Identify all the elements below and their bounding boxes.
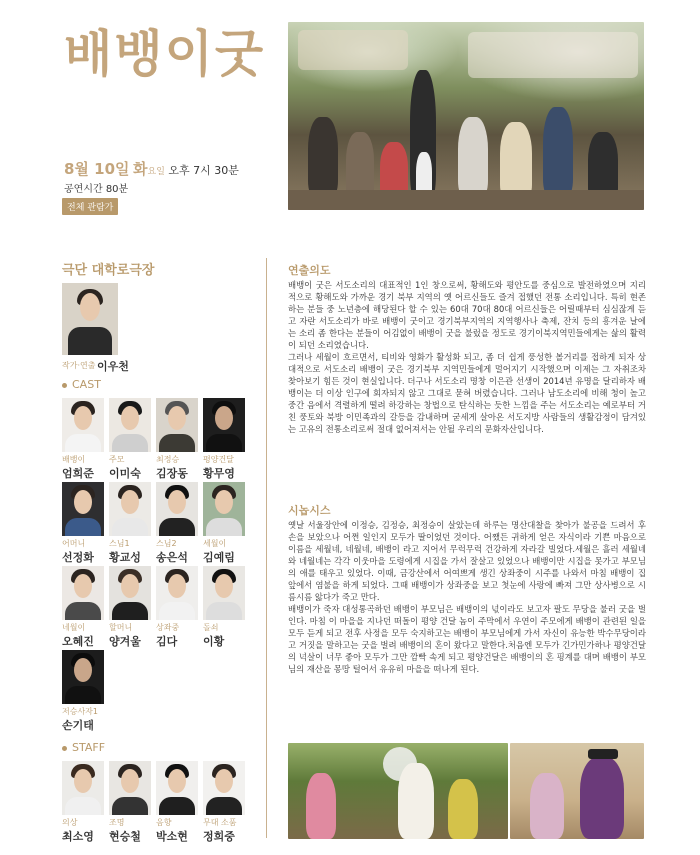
staff-name: 현승철 xyxy=(109,830,141,843)
cast-role: 돌쇠 xyxy=(203,623,219,632)
cast-photo xyxy=(203,566,245,620)
staff-role: 조명 xyxy=(109,818,125,827)
staff-photo xyxy=(62,761,104,815)
performance-photo xyxy=(510,743,644,839)
director-name: 이우천 xyxy=(97,360,129,373)
cast-photo xyxy=(109,482,151,536)
synopsis-heading: 시놉시스 xyxy=(288,504,331,517)
cast-role: 주모 xyxy=(109,455,125,464)
synopsis-body xyxy=(288,519,646,675)
cast-photo xyxy=(156,566,198,620)
director-photo xyxy=(62,283,118,355)
cast-role: 어머니 xyxy=(62,539,86,548)
synopsis-paragraph: 옛날 서울장안에 이정승, 김정승, 최정승이 살았는데 하루는 명산대찰을 찾아가 불공을 드려서 후손을 보았으나 어쩐 일인지 모두가 딸이었던 것이다. 어쨌든 귀하게 얻은 자식이라 기쁜 마음으로 이름을 세월네, 네월네, 배뱅이 라고 지어서 무럭무럭 건강하게 자라갈 빌었다.세월은 흘러 세월네와 네월네는 각각 이웃마을 도령에게 시집을 가서 잘살고 있었으나 배뱅이만 시집을 못가고 부모님의 애를 태우고 있었다. 이때, 금강산에서 어여쁘게 생긴 상좌중이 시주를 나와서 마침 배뱅이 집 앞에서 염불을 하게 되었다. 그때 배뱅이가 상좌중을 보고 첫눈에 사랑에 빠져 그만 상사병으로 시름시름 앓다가 죽고 만다. xyxy=(288,520,646,602)
cast-header: CAST xyxy=(62,378,101,391)
performance-weekday: 화 xyxy=(133,160,148,178)
cast-name: 이황 xyxy=(203,635,225,648)
cast-photo xyxy=(156,482,198,536)
cast-role: 최정승 xyxy=(156,455,180,464)
cast-role: 네월이 xyxy=(62,623,86,632)
column-divider xyxy=(266,258,267,838)
cast-name: 황교성 xyxy=(109,551,141,564)
staff-header: STAFF xyxy=(62,741,105,754)
cast-name: 김장동 xyxy=(156,467,188,480)
staff-photo xyxy=(156,761,198,815)
page-title: 배뱅이굿 xyxy=(64,25,266,83)
performance-photo xyxy=(288,743,508,839)
staff-photo xyxy=(203,761,245,815)
staff-role: 의상 xyxy=(62,818,78,827)
intent-paragraph: 배뱅이 굿은 서도소리의 대표적인 1인 창으로써, 황해도와 평안도를 중심으로 발전하였으며 지리적으로 황해도와 가까운 경기 북부 지역의 옛 어르신들도 즐겨 접했던 전통 소리입니다. 특히 현존하는 분들 중 노년층에 해당된다 할 수 있는 60대 70대 80대 어르신들은 어릴때부터 심심잖게 듣고 자란 서도소리가 바로 배뱅이 굿이고 경기북부지역의 지역행사나 축제, 잔치 등의 흥겨운 날에는 소리 좀 한다는 분들이 어김없이 배뱅이 굿을 불렀을 정도로 경기이북지역민들에게는 삶의 활력이 되던 소리였습니다. xyxy=(288,280,646,350)
cast-photo xyxy=(109,398,151,452)
company-name: 극단 대학로극장 xyxy=(62,263,155,278)
cast-photo xyxy=(62,398,104,452)
cast-role: 세월이 xyxy=(203,539,227,548)
performance-runtime: 공연시간 80분 xyxy=(64,184,129,195)
cast-name: 손기태 xyxy=(62,719,94,732)
cast-name: 김예림 xyxy=(203,551,235,564)
cast-role: 스님1 xyxy=(109,539,130,548)
staff-role: 음향 xyxy=(156,818,172,827)
cast-photo xyxy=(62,650,104,704)
weekday-suffix: 요일 xyxy=(147,167,165,177)
cast-name: 김다 xyxy=(156,635,178,648)
cast-photo xyxy=(62,482,104,536)
staff-name: 정희중 xyxy=(203,830,235,843)
cast-name: 엄희준 xyxy=(62,467,94,480)
cast-role: 스님2 xyxy=(156,539,177,548)
synopsis-paragraph: 배뱅이가 죽자 대성통곡하던 배뱅이 부모님은 배뱅이의 넋이라도 보고자 팔도 무당을 불러 굿을 벌인다. 마침 이 마을을 지나던 떠돌이 평양 건달 놈이 주막에서 우연이 주모에게 배뱅이 관련된 일을 모두 듣게 되고 전후 사정을 모두 숙지하고는 배뱅이 부모님에게 가서 자신이 유능한 박수무당이라고 거짓을 말하고는 굿을 벌려 배뱅이의 혼이 왔다고 말한다.처음엔 모두가 긴가민가하나 평양건달의 넉살이 너무 좋아 모두가 그만 깜빡 속게 되고 평양건달은 배뱅이의 혼 핑계를 대며 배뱅이 부모님의 재산을 몽땅 털어서 유유히 마을을 떠나게 된다. xyxy=(288,604,646,674)
cast-photo xyxy=(156,398,198,452)
cast-name: 송은석 xyxy=(156,551,188,564)
cast-photo xyxy=(62,566,104,620)
bullet-icon xyxy=(62,383,67,388)
staff-name: 박소현 xyxy=(156,830,188,843)
cast-name: 이미숙 xyxy=(109,467,141,480)
performance-time: 오후 7시 30분 xyxy=(168,164,239,177)
cast-photo xyxy=(203,398,245,452)
intent-paragraph: 그러나 세월이 흐르면서, 티비와 영화가 활성화 되고, 좀 더 쉽게 풍성한 볼거리를 접하게 되자 상대적으로 서도소리 배뱅이 굿은 경기북부 지역민들에게 멀어지기 시작했으며 이제는 그 자취조차 찾아보기 힘든 것이 현실입니다. 더구나 서도소리 명창 이은관 선생이 2014년 유명을 달리하자 배뱅이는 더 이상 인구에 회자되지 않고 그대로 묻혀 버렸습니다. 그러나 남도소리에 비해 청이 높고 중간 음에서 격렬하게 떨려 하강하는 창법으로 탄식하는 듯한 느낌을 주는 서도소리는 예로부터 거친 풍토와 북방 이민족과의 갈등을 감내하며 굳세게 살아온 서도지방 사람들의 생활감정이 담겨있는 고유의 전통소리로써 절대 없어져서는 안될 우리의 문화자산입니다. xyxy=(288,352,646,434)
cast-photo xyxy=(109,566,151,620)
staff-role: 무대 소품 xyxy=(203,818,237,827)
staff-photo xyxy=(109,761,151,815)
bullet-icon xyxy=(62,746,67,751)
director-role: 작가·연출 xyxy=(62,361,96,370)
rating-badge: 전체 관람가 xyxy=(62,198,118,215)
cast-role: 평양건달 xyxy=(203,455,234,464)
intent-body xyxy=(288,279,646,435)
cast-role: 배뱅이 xyxy=(62,455,86,464)
intent-heading: 연출의도 xyxy=(288,264,331,277)
cast-role: 저승사자1 xyxy=(62,707,99,716)
performance-datetime xyxy=(64,158,239,179)
cast-role: 할머니 xyxy=(109,623,133,632)
hero-photo xyxy=(288,22,644,210)
cast-name: 오혜진 xyxy=(62,635,94,648)
cast-name: 황무영 xyxy=(203,467,235,480)
cast-name: 양겨울 xyxy=(109,635,141,648)
cast-role: 상좌중 xyxy=(156,623,180,632)
cast-photo xyxy=(203,482,245,536)
performance-date: 8월 10일 xyxy=(64,160,130,178)
staff-name: 최소영 xyxy=(62,830,94,843)
cast-name: 선정화 xyxy=(62,551,94,564)
